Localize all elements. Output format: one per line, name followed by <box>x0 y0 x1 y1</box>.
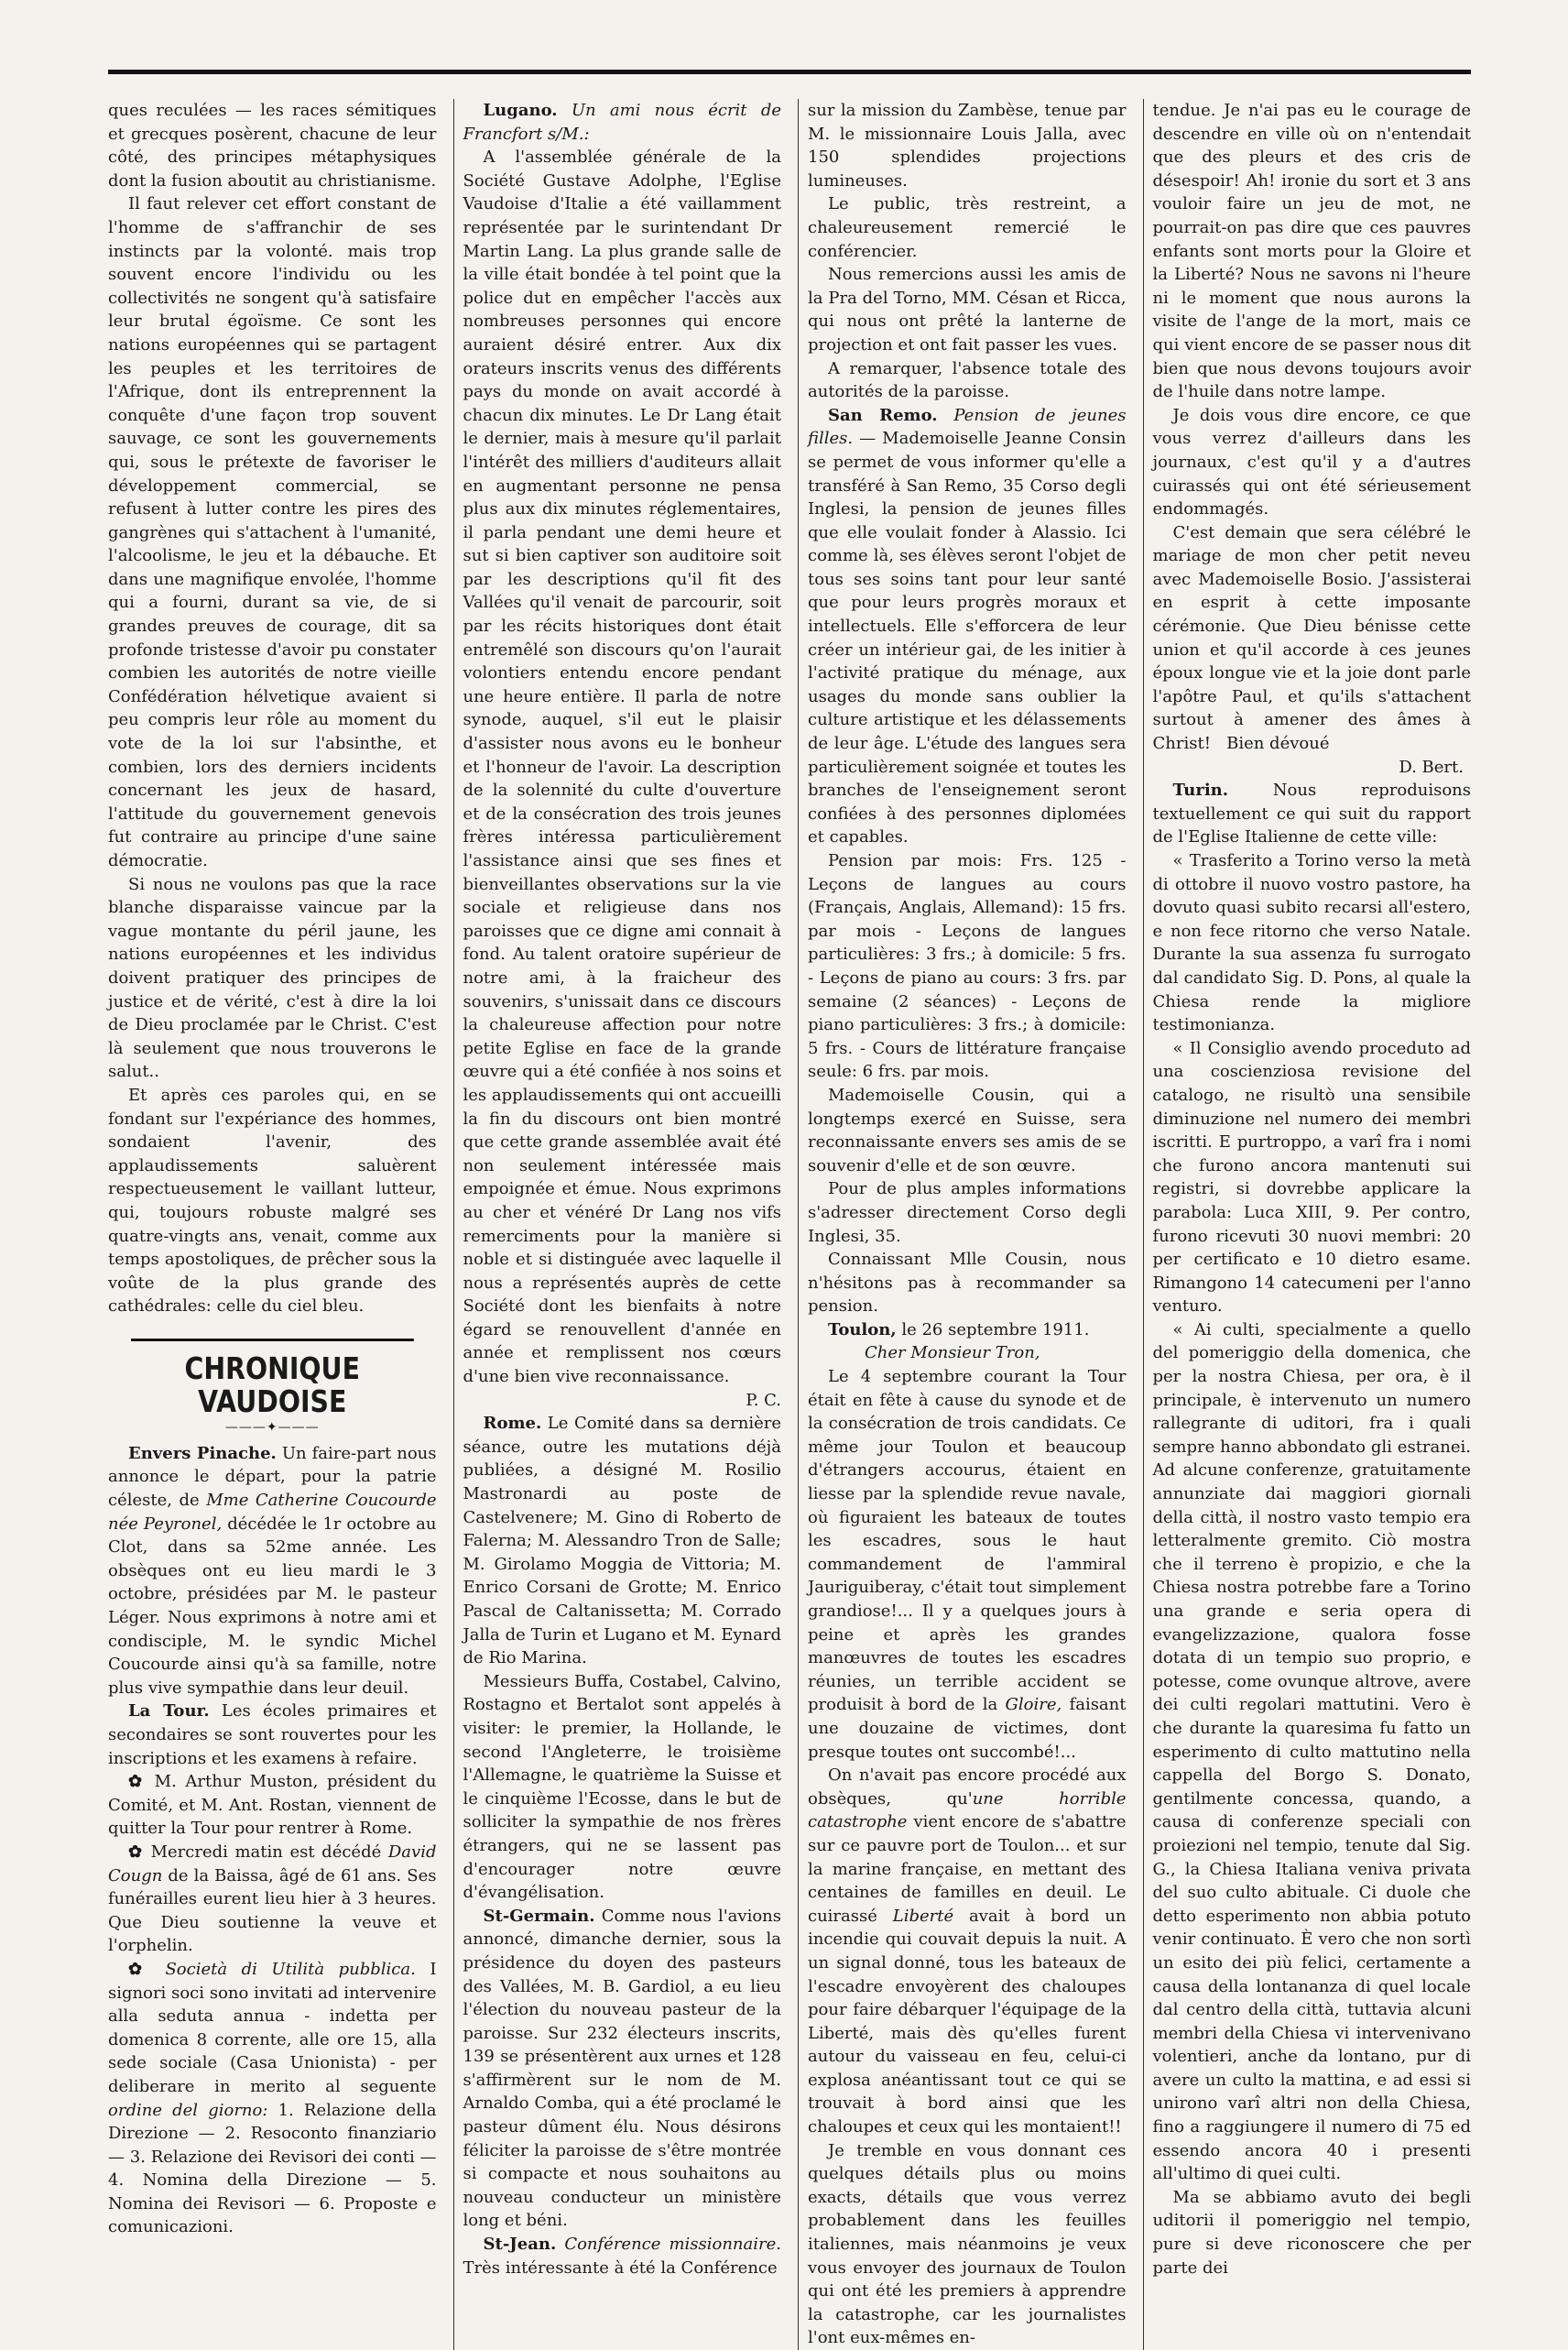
paragraph: Je tremble en vous donnant ces quelques détails plus ou moins exacts, détails que vous verrez probablement dans les feuilles italiennes, mais néanmoins je veux vous envoyer des journaux de Toulon qui ont été les premiers à apprendre la catastrophe, car les journalistes l'ont eux-mêmes en- <box>808 2140 1127 2348</box>
paragraph: A remarquer, l'absence totale des autorités de la paroisse. <box>808 358 1127 402</box>
paragraph: ques reculées — les races sémitiques et grecques posèrent, chacune de leur côté, des principes métaphysiques dont la fusion aboutit au christianisme. <box>108 101 437 191</box>
paragraph: Il faut relever cet effort constant de l'homme de s'affranchir de ses instincts par la volonté. mais trop souvent encore l'individu ou les collectivités ne songent qu'à satisfaire leur brutal égoïsme. Ce sont les nations européennes qui se partagent les peuples et les territoires de l'Afrique, dont ils entreprennent la conquête d'une façon trop souvent sauvage, ce sont les gouvernements qui, sous le prétexte de favoriser le développement commercial, se refusent à lutter contre les pires des gangrènes qui s'attachent à l'umanité, l'alcoolisme, le jeu et la débauche. Et dans une magnifique envolée, l'homme qui a fourni, durant sa vie, de si grandes preuves de courage, dit sa profonde tristesse d'avoir pu constater combien les autorités de notre vieille Confédération hélvetique avaient si peu compris leur rôle au moment du vote de la loi sur l'absinthe, et combien, lors des derniers incidents concernant les jeux de hasard, l'attitude du gouvernement genevois fut contraire au principe d'une saine démocratie. <box>108 194 437 870</box>
item-heading: Envers Pinache. <box>128 1443 277 1463</box>
item-heading: Rome. <box>483 1414 542 1434</box>
news-item-toulon <box>808 1318 1127 1342</box>
page-columns <box>108 99 1471 2348</box>
paragraph: sur la mission du Zambèse, tenue par M. le missionnaire Louis Jalla, avec 150 splendides projections lumineuses. <box>808 101 1127 191</box>
paragraph: Pour de plus amples informations s'adresser directement Corso degli Inglesi, 35. <box>808 1179 1127 1246</box>
news-item-la-tour-3: ✿ Mercredi matin est décédé David Cougn de la Baissa, âgé de 61 ans. Ses funérailles eurent lieu hier à 3 heures. Que Dieu soutienne la veuve et l'orphelin. <box>108 1842 437 1956</box>
column-4 <box>1143 99 1472 2350</box>
paragraph: Connaissant Mlle Cousin, nous n'hésitons pas à recommander sa pension. <box>808 1250 1127 1317</box>
person-name: Mme Catherine Coucourde née Peyronel, <box>108 1491 437 1534</box>
column-2 <box>453 99 782 2350</box>
society-name: Società di Utilità pubblica. <box>165 1959 416 1979</box>
news-item-la-tour-2: ✿ M. Arthur Muston, président du Comité, et M. Ant. Rostan, viennent de quitter la Tour pour rentrer à Rome. <box>108 1772 437 1839</box>
paragraph: Si nous ne voulons pas que la race blanche disparaisse vaincue par la vague montante du péril jaune, les nations européennes et les individus doivent pratiquer des principes de justice et de vérité, c'est à dire la loi de Dieu proclamée par le Christ. C'est là seulement que nous trouverons le salut.. <box>108 874 437 1082</box>
paragraph: Et après ces paroles qui, en se fondant sur l'expériance des hommes, sondaient l'avenir, des applaudissements saluèrent respectueusement le vaillant lutteur, qui, toujours robuste malgré ses quatre-vingts ans, venait, comme aux temps apostoliques, de prêcher sous la voûte de la plus grande des cathédrales: celle du ciel bleu. <box>108 1085 437 1317</box>
news-item-rome: Rome. Le Comité dans sa dernière séance, outre les mutations déjà publiées, a désigné M. Rosilio Mastronardi au poste de Castelvenere; M. Gino di Roberto de Falerna; M. Alessandro Tron de Salle; M. Girolamo Moggia de Vittoria; M. Enrico Corsani de Grotte; M. Enrico Pascal de Caltanissetta; M. Corrado Jalla de Turin et Lugano et M. Eynard de Rio Marina. <box>463 1414 781 1668</box>
ornament-divider: ———✦——— <box>224 1419 320 1435</box>
letter-closing: Bien dévoué <box>1226 734 1330 754</box>
paragraph: A l'assemblée générale de la Société Gustave Adolphe, l'Eglise Vaudoise d'Italie a été vaillamment représentée par le surintendant Dr Martin Lang. La plus grande salle de la ville était bondée à tel point que la police dut en empêcher l'accès aux nombreuses personnes qui encore auraient désiré entrer. Aux dix orateurs inscrits venus des différents pays du monde on avait accordé à chacun dix minutes. Le Dr Lang était le dernier, mais à mesure qu'il parlait l'intérêt des milliers d'auditeurs allait en augmentant personne ne pensa plus aux dix minutes réglementaires, il parla pendant une demi heure et sut si bien captiver son auditoire soit par les descriptions qu'il fit des Vallées qu'il venait de parcourir, soit par les récits historiques dont était entremêlé son discours qu'on l'aurait volontiers entendu encore pendant une heure entière. Il parla de notre synode, auquel, s'il eut le plaisir d'assister nous avons eu le bonheur et l'honneur de l'avoir. La description de la solennité du culte d'ouverture et de la consécration des trois jeunes frères intéressa particulièrement l'assistance ainsi que ses fines et bienveillantes observations sur la vie sociale et religieuse dans nos paroisses que ce digne ami connait à fond. Au talent oratoire supérieur de notre ami, à la fraicheur des souvenirs, s'unissait dans ce discours la chaleureuse affection pour notre petite Eglise en face de la grande œuvre qui a été confiée à nos soins et les applaudissements qui ont accueilli la fin du discours ont bien montré que cette grande assemblée avait été non seulement intéressée mais empoignée et émue. Nous exprimons au cher et vénéré Dr Lang nos vifs remerciments pour la manière si noble et si distinguée avec laquelle il nous a représentés auprès de cette Société dont les bienfaits à notre égard se renouvellent d'année en année et remplissent nos cœurs d'une bien vive reconnaissance. <box>463 148 781 1387</box>
item-heading: San Remo. <box>828 405 938 425</box>
section-title-chronique-vaudoise: CHRONIQUE VAUDOISE <box>131 1339 413 1418</box>
news-item-envers-pinache: Envers Pinache. Un faire-part nous annonce le départ, pour la patrie céleste, de Mme Catherine Coucourde née Peyronel, décédée le 1r octobre au Clot, dans sa 52me année. Les obsèques ont eu lieu mardi le 3 octobre, présidées par M. le pasteur Léger. Nous exprimons à notre ami et condisciple, M. le syndic Michel Coucourde ainsi qu'à sa famille, notre plus vive sympathie dans leur deuil. <box>108 1443 437 1698</box>
news-item-st-germain: St-Germain. Comme nous l'avions annoncé, dimanche dernier, sous la présidence du doyen des pasteurs des Vallées, M. B. Gardiol, a eu lieu l'élection du nouveau pasteur de la paroisse. Sur 232 électeurs inscrits, 139 se présentèrent aux urnes et 128 s'affirmèrent sur le nom de M. Arnaldo Comba, qui a été proclamé le pasteur dûment élu. Nous désirons féliciter la paroisse de s'être montrée si compacte et nous souhaitons au nouveau conducteur un ministère long et béni. <box>463 1906 781 2231</box>
letter-date: le 26 septembre 1911. <box>896 1319 1090 1339</box>
paragraph: Mademoiselle Cousin, qui a longtemps exercé en Suisse, sera reconnaissante envers ses amis de se souvenir d'elle et de son œuvre. <box>808 1085 1127 1175</box>
news-item-la-tour: La Tour. Les écoles primaires et secondaires se sont rouvertes pour les inscriptions et les examens à refaire. <box>108 1701 437 1768</box>
column-1 <box>108 99 437 2350</box>
item-heading: St-Jean. <box>483 2235 557 2255</box>
separator-icon: ✿ <box>128 1772 146 1792</box>
quoted-paragraph: « Trasferito a Torino verso la metà di ottobre il nuovo vostro pastore, ha dovuto quasi subito recarsi all'estero, e non fece ritorno che verso Natale. Durante la sua assenza fu surrogato dal candidato Sig. D. Pons, al quale la Chiesa rende la migliore testimonianza. <box>1152 851 1471 1035</box>
paragraph: Messieurs Buffa, Costabel, Calvino, Rostagno et Bertalot sont appelés à visiter: le premier, la Hollande, le second l'Angleterre, le troisième l'Allemagne, le quatrième la Suisse et le cinquième l'Ecosse, dans le but de solliciter la sympathie de nos frères étrangers, qui ne se lassent pas d'encourager notre œuvre d'évangélisation. <box>463 1671 781 1903</box>
item-heading: Toulon, <box>828 1319 897 1339</box>
person-name: David Cougn <box>108 1842 437 1885</box>
quoted-paragraph: « Il Consiglio avendo proceduto ad una coscienziosa revisione del catalogo, ne risultò una sensibile diminuzione nel numero dei membri iscritti. E purtroppo, a varî fra i nomi che furono ancora mantenuti sui registri, si dovrebbe applicare la parabola: Luca XIII, 9. Per contro, furono ricevuti 30 nuovi membri: 20 per certificato e 10 dietro esame. Rimangono 14 catecumeni per l'anno venturo. <box>1152 1038 1471 1317</box>
news-item-la-tour-4: ✿ Società di Utilità pubblica. I signori soci sono invitati ad intervenire alla seduta annua - indetta per domenica 8 corrente, alle ore 15, alla sede sociale (Casa Unionista) - per deliberare in merito al seguente ordine del giorno: 1. Relazione della Direzione — 2. Resoconto finanziario — 3. Relazione dei Revisori dei conti — 4. Nomina della Direzione — 5. Nomina dei Revisori — 6. Proposte e comunicazioni. <box>108 1959 437 2237</box>
separator-icon: ✿ <box>128 1959 151 1979</box>
paragraph: Pension par mois: Frs. 125 - Leçons de langues au cours (Français, Anglais, Allemand): 15 frs. par mois - Leçons de langues particulières: 3 frs.; à domicile: 5 frs. - Leçons de piano au cours: 3 frs. par semaine (2 séances) - Leçons de piano particulières: 3 frs.; à domicile: 5 frs. - Cours de littérature française seule: 6 frs. par mois. <box>808 851 1127 1082</box>
paragraph: tendue. Je n'ai pas eu le courage de descendre en ville où on n'entendait que des pleurs et des cris de désespoir! Ah! ironie du sort et 3 ans vouloir faire un jeu de mot, ne pourrait-on pas dire que ces pauvres enfants sont morts pour la Gloire et la Liberté? Nous ne savons ni l'heure ni le moment que nous aurons la visite de l'ange de la mort, mais ce qui vient encore de se passer nous dit bien que nous devons toujours avoir de l'huile dans notre lampe. <box>1152 101 1471 402</box>
item-heading: St-Germain. <box>483 1906 595 1926</box>
signature: P. C. <box>746 1390 781 1410</box>
letter-salutation: Cher Monsieur Tron, <box>865 1343 1040 1363</box>
paragraph: Le 4 septembre courant la Tour était en fête à cause du synode et de la consécration de trois candidats. Ce même jour Toulon et beaucoup d'étrangers accourus, étaient en liesse par la splendide revue navale, où figuraient les bateaux de toutes les escadres, sous le haut commandement de l'ammiral Jauriguiberay, c'était tout simplement grandiose!... Il y a quelques jours à peine et après les grandes manœuvres de toutes les escadres réunies, un terrible accident se produisit à bord de la Gloire, faisant une douzaine de victimes, dont presque toutes ont succombé!... <box>808 1367 1127 1762</box>
item-heading: Lugano. <box>483 101 558 120</box>
news-item-san-remo: San Remo. Pension de jeunes filles. — Mademoiselle Jeanne Consin se permet de vous informer qu'elle a transféré à San Remo, 35 Corso degli Inglesi, la pension de jeunes filles que elle voulait fonder à Alassio. Ici comme là, ses élèves seront l'objet de tous ses soins tant pour leur santé que pour leurs progrès moraux et intellectuels. Elle s'efforcera de leur créer un intérieur gai, de les initier à l'activité pratique du ménage, aux usages du monde sans oublier la culture artistique et les délassements de leur âge. L'étude des langues sera particulièrement soignée et toutes les branches de l'enseignement seront confiées à des personnes diplomées et capables. <box>808 405 1127 847</box>
paragraph: On n'avait pas encore procédé aux obsèques, qu'une horrible catastrophe vient encore de s'abattre sur ce pauvre port de Toulon... et sur la marine française, en mettant des centaines de familles en deuil. Le cuirassé Liberté avait à bord un incendie qui couvait depuis la nuit. A un signal donné, tous les bateaux de l'escadre envoyèrent des chaloupes pour faire débarquer l'équipage de la Liberté, mais dès qu'elles furent autour du vaisseau en feu, celui-ci explosa anéantissant tout ce qui se trouvait à bord ainsi que les chaloupes et ceux qui les montaient!! <box>808 1765 1127 2137</box>
quoted-paragraph: Ma se abbiamo avuto dei begli uditorii il pomeriggio nel tempio, pure si deve riconoscere che per parte dei <box>1152 2187 1471 2278</box>
news-item-st-jean: St-Jean. Conférence missionnaire. Très intéressante à été la Conférence <box>463 2235 781 2278</box>
paragraph: Le public, très restreint, a chaleureusement remercié le conférencier. <box>808 194 1127 261</box>
paragraph: C'est demain que sera célébré le mariage de mon cher petit neveu avec Mademoiselle Bosio. J'assisterai en esprit à cette imposante cérémonie. Que Dieu bénisse cette union et qu'il accorde à ces jeunes époux longue vie et la joie dont parle l'apôtre Paul, et qu'ils s'attachent surtout à amener des âmes à Christ! Bien dévoué <box>1152 522 1471 754</box>
news-item-turin: Turin. Nous reproduisons textuellement ce qui suit du rapport de l'Eglise Italienne de cette ville: <box>1152 781 1471 847</box>
item-heading: Turin. <box>1172 781 1229 801</box>
item-heading: La Tour. <box>128 1701 210 1722</box>
quoted-paragraph: « Ai culti, specialmente a quello del pomeriggio della domenica, che per la nostra Chiesa, per ora, è il principale, è intervenuto un numero rallegrante di uditori, fra i quali sempre hanno abbondato gli estranei. Ad alcune conferenze, gratuitamente annunziate dai maggiori giornali della città, il nostro vasto tempio era letteralmente gremito. Ciò mostra che il terreno è propizio, e che la Chiesa nostra potrebbe fare a Torino una grande e seria opera di evangelizzazione, qualora fosse dotata di un tempio suo proprio, e potesse, come ovunque altrove, avere dei culti regolari mattutini. Vero è che durante la quaresima fu fatto un esperimento di culto mattutino nella cappella del Borgo S. Donato, gentilmente concessa, quando, a causa di conferenze speciali con proiezioni nel tempio, tenute dal Sig. G., la Chiesa Italiana veniva privata del suo culto abituale. Ci duole che detto esperimento non abbia potuto venir continuato. È vero che non sortì un esito dei più felici, certamente a causa della lontananza di quel locale dal centro della città, tuttavia alcuni membri della Chiesa vi intervenivano volentieri, anche da lontano, pur di avere un culto la mattina, e ad essi si unirono varî altri non della Chiesa, fino a raggiungere il numero di 75 ed essendo ancora 40 i presenti all'ultimo di quei culti. <box>1152 1319 1471 2184</box>
separator-icon: ✿ <box>128 1842 144 1862</box>
paragraph: Je dois vous dire encore, ce que vous verrez d'ailleurs dans les journaux, c'est qu'il y a d'autres cuirassés qui ont été sérieusement endommagés. <box>1152 405 1471 519</box>
header-rule <box>108 70 1471 74</box>
column-3 <box>798 99 1127 2350</box>
news-item-lugano: Lugano. Un ami nous écrit de Francfort s/M.: <box>463 101 781 144</box>
paragraph: Nous remercions aussi les amis de la Pra del Torno, MM. Césan et Ricca, qui nous ont prêté la lanterne de projection et ont fait passer les vues. <box>808 265 1127 355</box>
signature: D. Bert. <box>1399 757 1464 777</box>
